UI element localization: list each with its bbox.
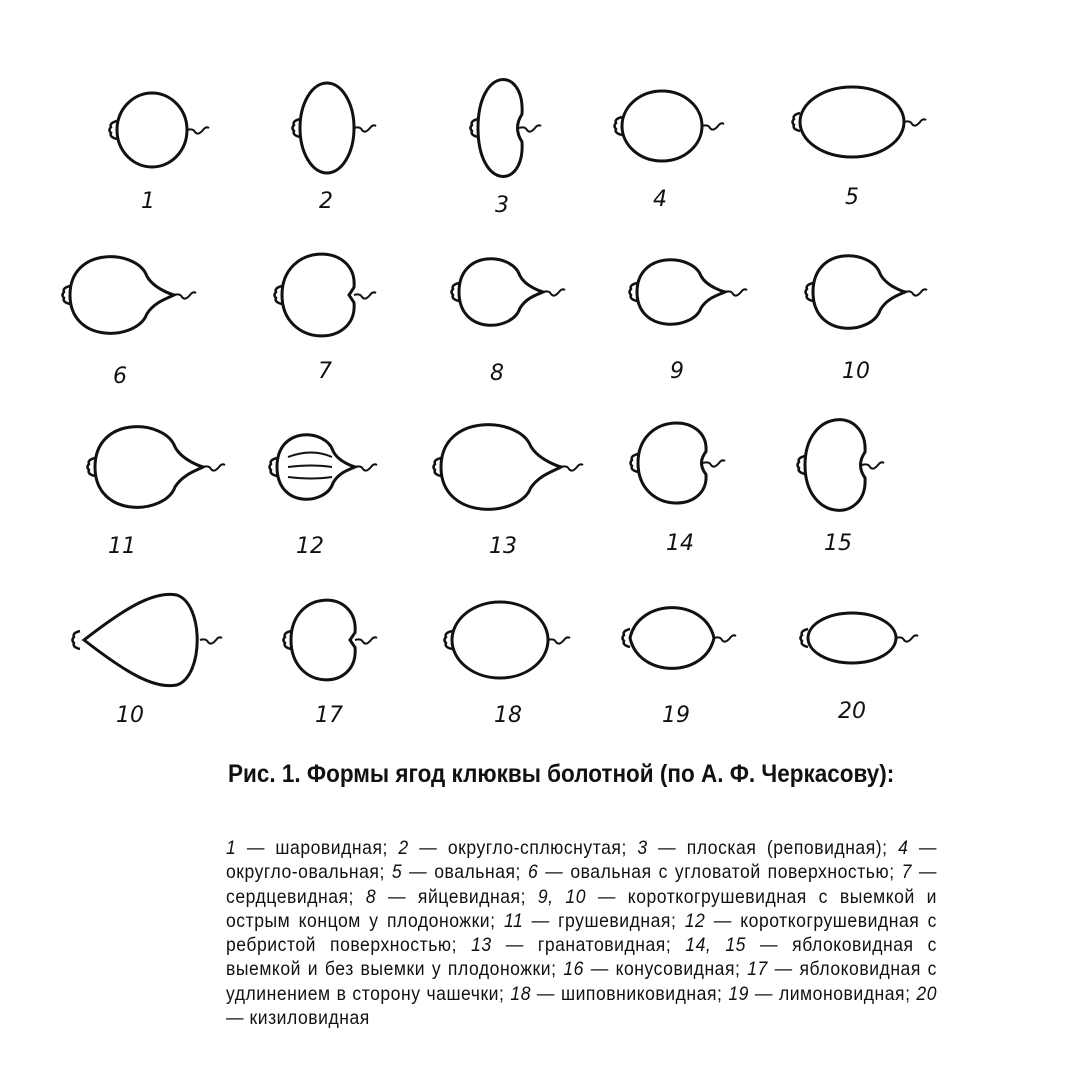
stem-icon xyxy=(187,127,209,133)
legend-item: 16 — конусовидная; xyxy=(563,958,748,981)
berry-number-label: 6 xyxy=(113,364,127,389)
legend-text: короткогрушевидная с выемкой и острым концом у плодоножки xyxy=(226,885,938,932)
legend-text: шиповниковидная xyxy=(560,982,718,1005)
legend-item: 4 — округло-овальная; xyxy=(226,837,937,884)
legend-text: овальная с угловатой поверхностью xyxy=(570,861,890,884)
berry-number-label: 9 xyxy=(670,359,684,384)
stem-icon xyxy=(354,125,376,131)
berry-shape-8 xyxy=(452,259,566,326)
legend-number: 1 xyxy=(226,837,237,859)
legend-item: 3 — плоская (реповидная); xyxy=(637,837,899,859)
berry-shape-14 xyxy=(631,423,726,503)
berry-shape-7 xyxy=(275,254,377,336)
legend-item: 1 — шаровидная; xyxy=(226,837,399,859)
berry-number-label: 18 xyxy=(494,703,522,728)
legend-text: короткогрушевидная с ребристой поверхностью xyxy=(226,909,937,957)
legend-number: 18 xyxy=(510,982,532,1005)
berry-shape-10 xyxy=(806,256,928,329)
berry-number-label: 11 xyxy=(108,534,136,559)
legend-text: яблоковидная с удлинением в сторону чашечки xyxy=(226,958,937,1005)
figure-caption-title: Рис. 1. Формы ягод клюквы болотной (по А. Ф. Черкасову): xyxy=(228,760,895,788)
berry-shape-1 xyxy=(110,93,210,167)
legend-text: овальная xyxy=(434,861,516,884)
berry-number-label: 5 xyxy=(845,185,859,210)
legend-text: сердцевидная xyxy=(226,885,349,908)
legend-text: кизиловидная xyxy=(249,1007,370,1030)
stem-icon xyxy=(203,464,225,470)
figure-caption-legend xyxy=(226,836,937,1030)
legend-item: 8 — яйцевидная; xyxy=(365,885,538,908)
legend-item: 5 — овальная; xyxy=(391,861,528,884)
calyx-icon xyxy=(73,631,81,649)
stem-icon xyxy=(703,460,725,466)
berry-shape-18 xyxy=(445,602,571,678)
stem-icon xyxy=(354,292,376,298)
berry-shape-5 xyxy=(793,87,927,157)
berry-number-label: 1 xyxy=(141,189,155,214)
stem-icon xyxy=(548,637,570,643)
legend-number: 3 xyxy=(637,837,648,859)
berry-number-label: 14 xyxy=(666,531,694,556)
stem-icon xyxy=(561,464,583,470)
berry-number-label: 4 xyxy=(653,187,667,212)
stem-icon xyxy=(519,125,541,131)
berry-number-label: 8 xyxy=(490,361,504,386)
berry-shape-16 xyxy=(73,594,223,685)
berry-shape-15 xyxy=(798,420,885,511)
legend-item: 11 — грушевидная; xyxy=(503,909,685,932)
legend-text: шаровидная xyxy=(275,837,383,859)
legend-item: 17 — яблоковидная с удлинением в сторону чашечки; xyxy=(226,958,937,1005)
legend-number: 8 xyxy=(365,885,377,908)
legend-number: 5 xyxy=(391,861,403,884)
stem-icon xyxy=(200,637,222,643)
legend-item: 13 — гранатовидная; xyxy=(471,934,686,957)
stem-icon xyxy=(862,462,884,468)
stem-icon xyxy=(702,123,724,129)
legend-item: 18 — шиповниковидная; xyxy=(510,982,729,1005)
berry-shape-12 xyxy=(270,435,378,499)
berry-number-label: 7 xyxy=(318,359,332,384)
legend-item: 2 — округло-сплюснутая; xyxy=(398,837,638,859)
berry-number-label: 17 xyxy=(315,703,343,728)
legend-item: 12 — короткогрушевидная с ребристой поверхностью; xyxy=(226,909,937,957)
berry-shape-6 xyxy=(63,257,197,334)
stem-icon xyxy=(174,292,196,298)
stem-icon xyxy=(355,464,377,470)
berry-number-label: 3 xyxy=(495,193,509,218)
legend-item: 6 — овальная с угловатой поверхностью; xyxy=(527,861,902,884)
berry-shape-2 xyxy=(293,83,377,173)
legend-item: 7 — сердцевидная; xyxy=(226,861,937,908)
berry-number-label: 20 xyxy=(838,699,866,724)
legend-item: 19 — лимоновидная; xyxy=(728,982,917,1005)
legend-number: 14, 15 xyxy=(685,934,746,957)
legend-number: 16 xyxy=(563,958,584,981)
legend-number: 12 xyxy=(684,909,706,932)
legend-item: 20 — кизиловидная xyxy=(226,982,938,1030)
berry-shape-17 xyxy=(284,600,378,680)
stem-icon xyxy=(714,635,736,641)
legend-text: гранатовидная xyxy=(537,934,666,957)
berry-shape-11 xyxy=(88,427,226,508)
legend-number: 20 xyxy=(916,982,938,1005)
legend-text: яйцевидная xyxy=(417,885,521,908)
legend-text: яблоковидная с выемкой и без выемки у плодоножки xyxy=(226,934,937,981)
berry-shape-3 xyxy=(471,80,542,177)
legend-text: конусовидная xyxy=(615,958,736,981)
legend-number: 13 xyxy=(471,934,492,957)
berry-shape-19 xyxy=(623,608,737,669)
legend-text: лимоновидная xyxy=(778,982,906,1005)
legend-number: 17 xyxy=(747,958,768,981)
berry-shape-4 xyxy=(615,91,725,161)
berry-shape-20 xyxy=(801,613,919,663)
stem-icon xyxy=(904,119,926,125)
stem-icon xyxy=(905,289,927,295)
legend-text: плоская (реповидная) xyxy=(686,837,883,859)
berry-number-label: 13 xyxy=(489,534,517,559)
legend-text: грушевидная xyxy=(558,909,671,932)
legend-number: 11 xyxy=(503,909,524,932)
legend-number: 7 xyxy=(901,861,912,884)
legend-item: 14, 15 — яблоковидная с выемкой и без выемки у плодоножки; xyxy=(226,934,937,981)
berry-number-label: 15 xyxy=(824,531,852,556)
berry-shape-13 xyxy=(434,425,584,510)
legend-number: 4 xyxy=(898,837,909,859)
legend-number: 6 xyxy=(527,861,539,884)
stem-icon xyxy=(725,289,747,295)
legend-text: округло-овальная xyxy=(226,861,380,884)
berry-shape-9 xyxy=(630,260,748,324)
legend-item: 9, 10 — короткогрушевидная с выемкой и острым концом у плодоножки; xyxy=(226,885,938,932)
berry-number-label: 12 xyxy=(296,534,324,559)
stem-icon xyxy=(543,289,565,295)
berry-number-label: 2 xyxy=(319,189,333,214)
stem-icon xyxy=(896,635,918,641)
legend-number: 9, 10 xyxy=(537,885,586,908)
berry-number-label: 19 xyxy=(662,703,690,728)
legend-number: 19 xyxy=(728,982,749,1005)
berry-number-label: 10 xyxy=(116,703,144,728)
berry-number-label: 10 xyxy=(842,359,870,384)
legend-text: округло-сплюснутая xyxy=(447,837,622,859)
legend-number: 2 xyxy=(398,837,409,859)
stem-icon xyxy=(355,637,377,643)
